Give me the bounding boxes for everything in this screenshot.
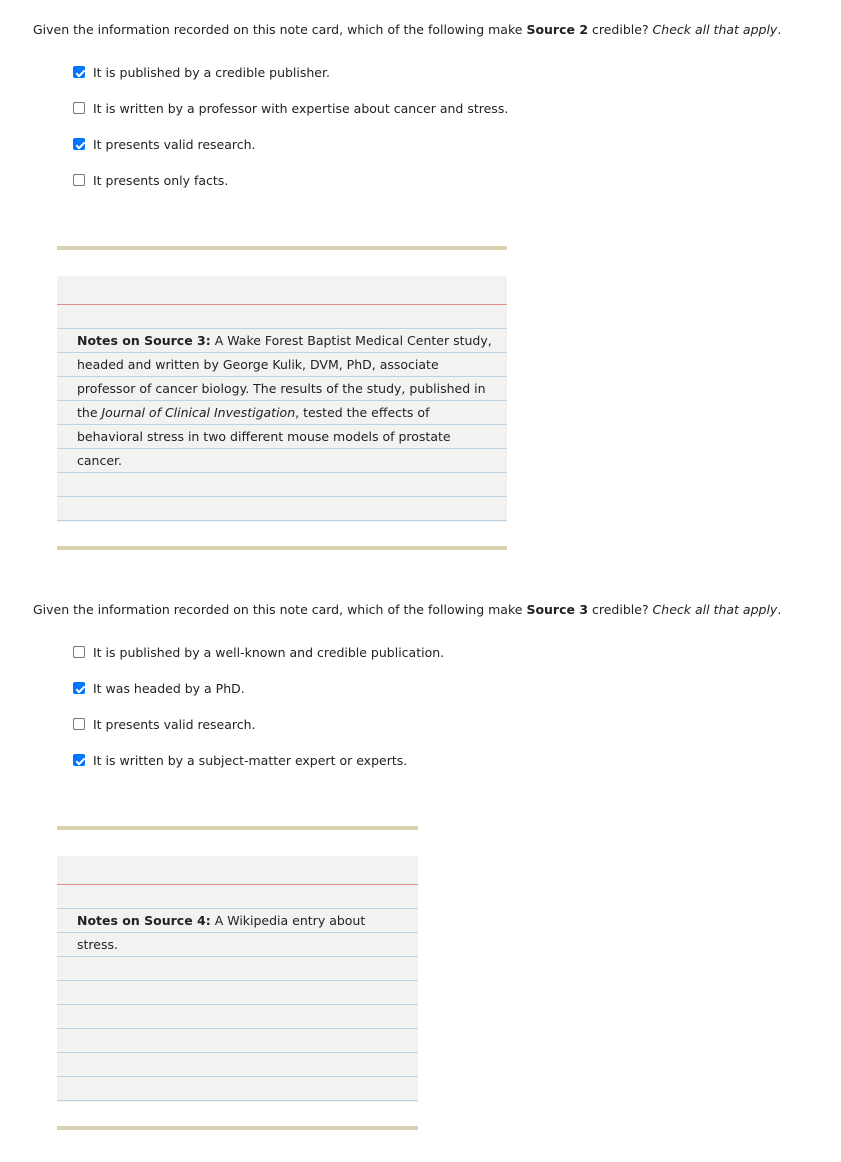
question-source-2: Given the information recorded on this note card, which of the following make Source 2 credible? Check all that apply.	[33, 22, 782, 37]
checkbox[interactable]	[73, 102, 85, 114]
checkbox[interactable]	[73, 174, 85, 186]
option-label: It presents valid research.	[93, 716, 256, 732]
checkbox[interactable]	[73, 682, 85, 694]
card-heading: Notes on Source 3:	[77, 333, 211, 348]
checkbox[interactable]	[73, 646, 85, 658]
note-card-source-3	[57, 276, 507, 522]
card-notes-text: Notes on Source 4: A Wikipedia entry about stress.	[77, 913, 366, 952]
option-professor-expertise[interactable]	[73, 100, 508, 116]
option-label: It is published by a credible publisher.	[93, 64, 330, 80]
option-valid-research[interactable]	[73, 716, 256, 732]
instruction: Check all that apply	[652, 602, 778, 617]
journal-title: Journal of Clinical Investigation	[101, 405, 296, 420]
checkbox[interactable]	[73, 718, 85, 730]
note-card-source-4	[57, 856, 418, 1102]
option-headed-by-phd[interactable]	[73, 680, 245, 696]
note-card-bottom-border	[57, 546, 507, 550]
option-credible-publisher[interactable]	[73, 64, 330, 80]
card-heading: Notes on Source 4:	[77, 913, 211, 928]
note-card-bottom-border	[57, 1126, 418, 1130]
checkbox[interactable]	[73, 754, 85, 766]
option-label: It presents valid research.	[93, 136, 256, 152]
option-only-facts[interactable]	[73, 172, 228, 188]
option-valid-research[interactable]	[73, 136, 256, 152]
source-name: Source 3	[526, 602, 589, 617]
checkbox[interactable]	[73, 138, 85, 150]
option-label: It was headed by a PhD.	[93, 680, 245, 696]
instruction: Check all that apply	[652, 22, 778, 37]
question-text: Given the information recorded on this note card, which of the following make	[33, 602, 527, 617]
option-label: It is published by a well-known and credible publication.	[93, 644, 445, 660]
card-margin-line	[57, 304, 507, 305]
checkbox[interactable]	[73, 66, 85, 78]
option-subject-matter-expert[interactable]	[73, 752, 407, 768]
card-notes-text: Notes on Source 3: A Wake Forest Baptist Medical Center study, headed and written by George Kulik, DVM, PhD, associate professor of cancer biology. The results of the study, published in the Journal of Clinical Investigation, tested the effects of behavioral stress in two different mouse models of prostate cancer.	[77, 333, 492, 468]
card-margin-line	[57, 884, 418, 885]
option-label: It is written by a subject-matter expert or experts.	[93, 752, 408, 768]
question-text-end: credible?	[588, 602, 653, 617]
option-label: It presents only facts.	[93, 172, 229, 188]
option-label: It is written by a professor with expertise about cancer and stress.	[93, 100, 509, 116]
note-card-top-border	[57, 246, 507, 250]
question-text: Given the information recorded on this note card, which of the following make	[33, 22, 527, 37]
source-name: Source 2	[526, 22, 589, 37]
question-text-end: credible?	[588, 22, 653, 37]
option-credible-publication[interactable]	[73, 644, 444, 660]
note-card-top-border	[57, 826, 418, 830]
question-source-3: Given the information recorded on this note card, which of the following make Source 3 credible? Check all that apply.	[33, 602, 782, 617]
